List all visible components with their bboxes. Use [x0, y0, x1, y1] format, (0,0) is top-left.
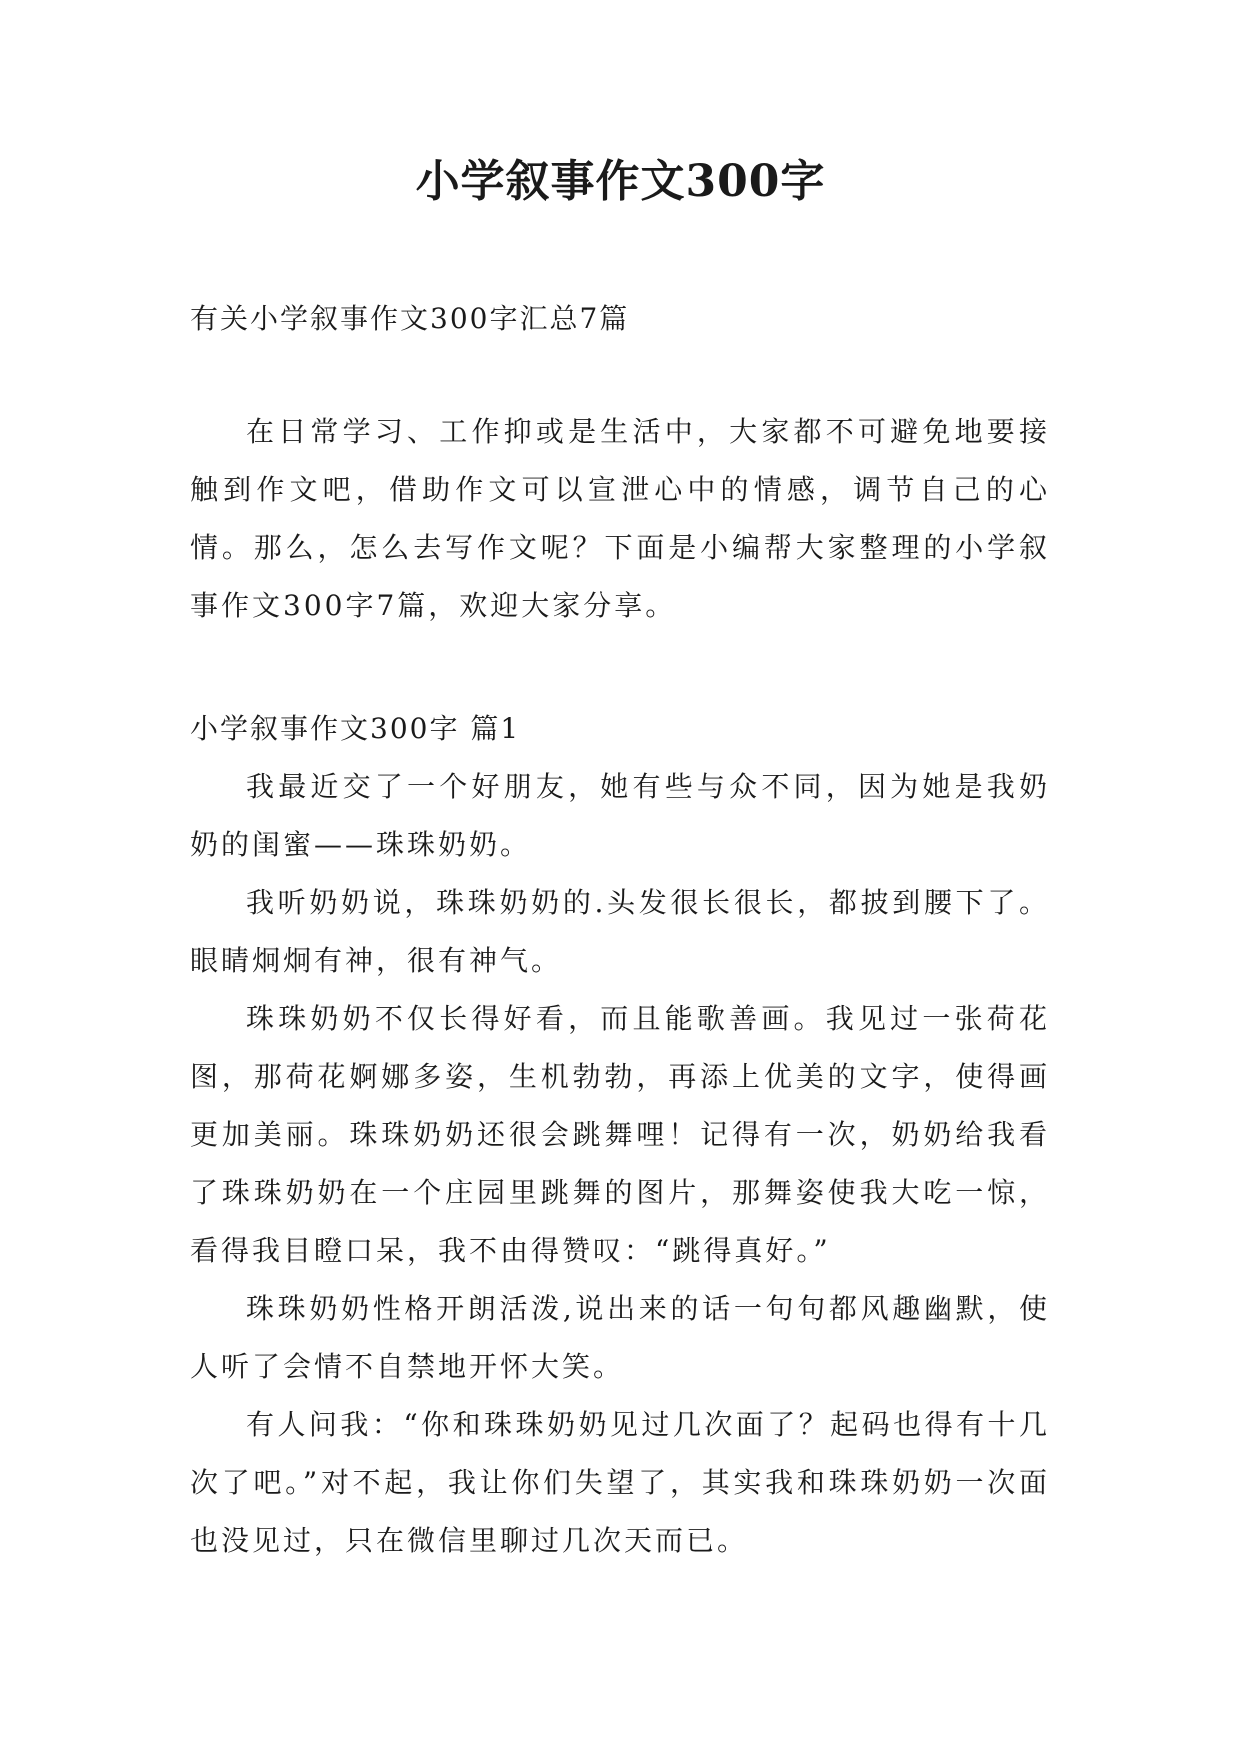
essay-section-1 — [190, 700, 1050, 1570]
essay-paragraph: 我听奶奶说，珠珠奶奶的.头发很长很长，都披到腰下了。眼睛炯炯有神，很有神气。 — [190, 886, 1050, 977]
essay-paragraph: 我最近交了一个好朋友，她有些与众不同，因为她是我奶奶的闺蜜——珠珠奶奶。 — [190, 770, 1050, 861]
essay-paragraph: 珠珠奶奶不仅长得好看，而且能歌善画。我见过一张荷花图，那荷花婀娜多姿，生机勃勃，再添上优美的文字，使得画更加美丽。珠珠奶奶还很会跳舞哩！记得有一次，奶奶给我看了珠珠奶奶在一个庄园里跳舞的图片，那舞姿使我大吃一惊，看得我目瞪口呆，我不由得赞叹：“跳得真好。” — [190, 1002, 1050, 1267]
essay-paragraph: 有人问我：“你和珠珠奶奶见过几次面了？起码也得有十几次了吧。”对不起，我让你们失望了，其实我和珠珠奶奶一次面也没见过，只在微信里聊过几次天而已。 — [190, 1408, 1050, 1557]
intro-section — [190, 403, 1050, 635]
intro-paragraph: 在日常学习、工作抑或是生活中，大家都不可避免地要接触到作文吧，借助作文可以宣泄心中的情感，调节自己的心情。那么，怎么去写作文呢？下面是小编帮大家整理的小学叙事作文300字7篇，欢迎大家分享。 — [190, 415, 1050, 622]
document-subtitle: 有关小学叙事作文300字汇总7篇 — [190, 302, 630, 335]
essay-paragraph: 珠珠奶奶性格开朗活泼,说出来的话一句句都风趣幽默，使人听了会情不自禁地开怀大笑。 — [190, 1292, 1050, 1383]
section-heading: 小学叙事作文300字 篇1 — [190, 712, 521, 745]
document-title: 小学叙事作文300字 — [415, 156, 826, 207]
